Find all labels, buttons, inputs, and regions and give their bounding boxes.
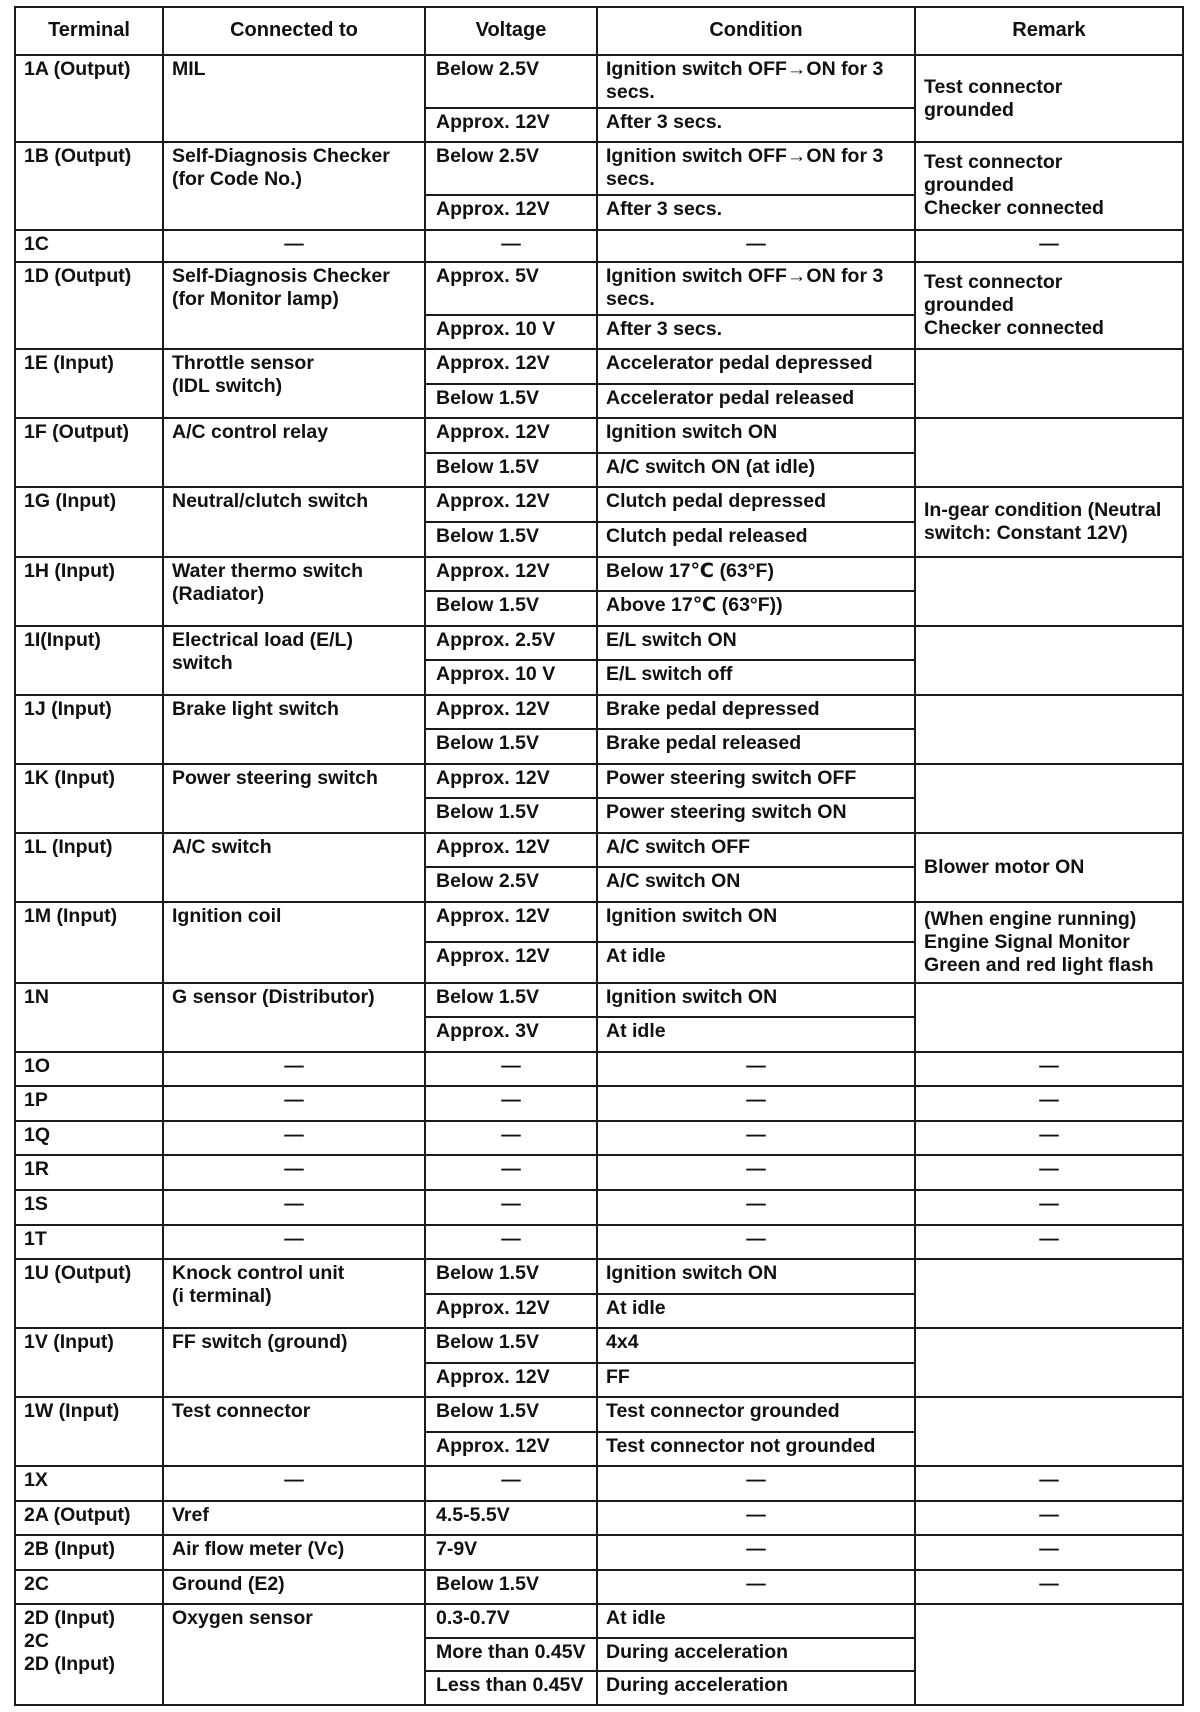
voltage-cell: Below 1.5V (425, 1570, 597, 1605)
table-row (15, 142, 1183, 195)
dash-cell: — (915, 1570, 1183, 1605)
terminal-cell: 2C (15, 1570, 163, 1605)
table-row (15, 983, 1183, 1018)
voltage-cell: 0.3-0.7V (425, 1604, 597, 1638)
dash-cell: — (915, 1225, 1183, 1260)
dash-cell: — (597, 1225, 915, 1260)
voltage-cell: Approx. 5V (425, 262, 597, 315)
terminal-cell: 1U (Output) (15, 1259, 163, 1328)
condition-cell: Below 17℃ (63°F) (597, 557, 915, 592)
terminal-cell: 1V (Input) (15, 1328, 163, 1397)
dash-cell: — (597, 230, 915, 262)
voltage-cell: Approx. 12V (425, 902, 597, 943)
condition-cell: Above 17℃ (63°F)) (597, 591, 915, 626)
remark-cell (915, 349, 1183, 418)
dash-cell: — (915, 1086, 1183, 1121)
voltage-cell: Approx. 2.5V (425, 626, 597, 661)
condition-cell: Test connector not grounded (597, 1432, 915, 1467)
condition-cell: During acceleration (597, 1638, 915, 1672)
dash-cell: — (597, 1052, 915, 1087)
condition-cell: At idle (597, 1017, 915, 1052)
header-connected-to: Connected to (163, 7, 425, 55)
voltage-cell: Approx. 12V (425, 833, 597, 868)
connected-cell: Water thermo switch (Radiator) (163, 557, 425, 626)
table-row (15, 626, 1183, 661)
terminal-cell: 1T (15, 1225, 163, 1260)
voltage-cell: Approx. 12V (425, 1294, 597, 1329)
condition-cell: At idle (597, 1604, 915, 1638)
voltage-cell: Approx. 12V (425, 1363, 597, 1398)
table-row (15, 1604, 1183, 1638)
voltage-cell: Below 1.5V (425, 729, 597, 764)
terminal-cell: 1L (Input) (15, 833, 163, 902)
voltage-cell: Approx. 12V (425, 942, 597, 983)
table-row (15, 1225, 1183, 1260)
remark-cell (915, 557, 1183, 626)
dash-cell: — (597, 1086, 915, 1121)
voltage-cell: 4.5-5.5V (425, 1501, 597, 1536)
voltage-cell: Below 1.5V (425, 591, 597, 626)
terminal-cell: 2D (Input) 2C 2D (Input) (15, 1604, 163, 1705)
voltage-cell: Approx. 10 V (425, 660, 597, 695)
terminal-cell: 1E (Input) (15, 349, 163, 418)
condition-cell: A/C switch OFF (597, 833, 915, 868)
terminal-cell: 1X (15, 1466, 163, 1501)
condition-cell: Clutch pedal depressed (597, 487, 915, 522)
condition-cell: Brake pedal released (597, 729, 915, 764)
dash-cell: — (915, 230, 1183, 262)
voltage-cell: Below 1.5V (425, 983, 597, 1018)
voltage-cell: Approx. 12V (425, 349, 597, 384)
condition-cell: Ignition switch ON (597, 902, 915, 943)
remark-cell (915, 764, 1183, 833)
table-row (15, 902, 1183, 943)
condition-cell: E/L switch off (597, 660, 915, 695)
table-row (15, 1501, 1183, 1536)
table-row (15, 557, 1183, 592)
dash-cell: — (915, 1155, 1183, 1190)
table-row (15, 1121, 1183, 1156)
condition-cell: Accelerator pedal depressed (597, 349, 915, 384)
voltage-cell: Below 1.5V (425, 798, 597, 833)
voltage-cell: Approx. 3V (425, 1017, 597, 1052)
dash-cell: — (163, 1466, 425, 1501)
table-row (15, 1570, 1183, 1605)
condition-cell: Test connector grounded (597, 1397, 915, 1432)
dash-cell: — (163, 1052, 425, 1087)
dash-cell: — (163, 1121, 425, 1156)
terminal-cell: 1R (15, 1155, 163, 1190)
voltage-cell: Approx. 12V (425, 418, 597, 453)
condition-cell: A/C switch ON (at idle) (597, 453, 915, 488)
connected-cell: Self-Diagnosis Checker (for Monitor lamp) (163, 262, 425, 349)
voltage-cell: Less than 0.45V (425, 1671, 597, 1705)
remark-cell (915, 1259, 1183, 1328)
connected-cell: Vref (163, 1501, 425, 1536)
table-row (15, 833, 1183, 868)
table-row (15, 1466, 1183, 1501)
connected-cell: Throttle sensor (IDL switch) (163, 349, 425, 418)
condition-cell: At idle (597, 942, 915, 983)
dash-cell: — (597, 1466, 915, 1501)
connected-cell: Electrical load (E/L) switch (163, 626, 425, 695)
remark-cell: Test connector grounded (915, 55, 1183, 142)
table-row (15, 695, 1183, 730)
terminal-cell: 1G (Input) (15, 487, 163, 556)
terminal-cell: 1H (Input) (15, 557, 163, 626)
voltage-cell: Approx. 12V (425, 195, 597, 230)
header-remark: Remark (915, 7, 1183, 55)
condition-cell: Ignition switch OFF→ON for 3 secs. (597, 55, 915, 108)
voltage-cell: Below 1.5V (425, 1259, 597, 1294)
voltage-cell: Below 1.5V (425, 384, 597, 419)
voltage-cell: Approx. 10 V (425, 315, 597, 350)
terminal-cell: 2A (Output) (15, 1501, 163, 1536)
header-terminal: Terminal (15, 7, 163, 55)
connected-cell: Neutral/clutch switch (163, 487, 425, 556)
terminal-cell: 1I(Input) (15, 626, 163, 695)
table-row (15, 418, 1183, 453)
condition-cell: After 3 secs. (597, 108, 915, 143)
terminal-cell: 1J (Input) (15, 695, 163, 764)
dash-cell: — (915, 1121, 1183, 1156)
table-row (15, 1155, 1183, 1190)
table-row (15, 1328, 1183, 1363)
remark-cell (915, 1397, 1183, 1466)
condition-cell: Accelerator pedal released (597, 384, 915, 419)
condition-cell: 4x4 (597, 1328, 915, 1363)
dash-cell: — (163, 1225, 425, 1260)
voltage-cell: Below 2.5V (425, 142, 597, 195)
connected-cell: Air flow meter (Vc) (163, 1535, 425, 1570)
header-voltage: Voltage (425, 7, 597, 55)
terminal-cell: 1P (15, 1086, 163, 1121)
dash-cell: — (597, 1501, 915, 1536)
condition-cell: During acceleration (597, 1671, 915, 1705)
terminal-cell: 1O (15, 1052, 163, 1087)
table-row (15, 764, 1183, 799)
voltage-cell: 7-9V (425, 1535, 597, 1570)
connected-cell: A/C switch (163, 833, 425, 902)
dash-cell: — (163, 1155, 425, 1190)
dash-cell: — (163, 1086, 425, 1121)
dash-cell: — (425, 1190, 597, 1225)
remark-cell (915, 418, 1183, 487)
connected-cell: Power steering switch (163, 764, 425, 833)
dash-cell: — (425, 1155, 597, 1190)
remark-cell: Test connector grounded Checker connected (915, 142, 1183, 229)
remark-cell: Blower motor ON (915, 833, 1183, 902)
dash-cell: — (163, 230, 425, 262)
dash-cell: — (425, 1466, 597, 1501)
connected-cell: Brake light switch (163, 695, 425, 764)
connected-cell: G sensor (Distributor) (163, 983, 425, 1052)
dash-cell: — (425, 1052, 597, 1087)
condition-cell: A/C switch ON (597, 867, 915, 902)
condition-cell: Ignition switch OFF→ON for 3 secs. (597, 142, 915, 195)
remark-cell (915, 695, 1183, 764)
dash-cell: — (915, 1501, 1183, 1536)
connected-cell: A/C control relay (163, 418, 425, 487)
header-condition: Condition (597, 7, 915, 55)
remark-cell: (When engine running) Engine Signal Monitor Green and red light flash (915, 902, 1183, 983)
terminal-cell: 1M (Input) (15, 902, 163, 983)
dash-cell: — (163, 1190, 425, 1225)
table-row (15, 1086, 1183, 1121)
connected-cell: Ground (E2) (163, 1570, 425, 1605)
connected-cell: Knock control unit (i terminal) (163, 1259, 425, 1328)
remark-cell (915, 1328, 1183, 1397)
voltage-cell: Approx. 12V (425, 764, 597, 799)
connected-cell: Ignition coil (163, 902, 425, 983)
voltage-cell: Approx. 12V (425, 557, 597, 592)
table-row (15, 262, 1183, 315)
dash-cell: — (597, 1190, 915, 1225)
dash-cell: — (425, 1086, 597, 1121)
voltage-cell: Approx. 12V (425, 487, 597, 522)
voltage-cell: Approx. 12V (425, 108, 597, 143)
voltage-cell: Below 1.5V (425, 453, 597, 488)
remark-cell (915, 983, 1183, 1052)
condition-cell: After 3 secs. (597, 195, 915, 230)
terminal-cell: 2B (Input) (15, 1535, 163, 1570)
voltage-cell: Below 2.5V (425, 55, 597, 108)
condition-cell: Power steering switch ON (597, 798, 915, 833)
connected-cell: Self-Diagnosis Checker (for Code No.) (163, 142, 425, 229)
terminal-voltage-sheet (14, 6, 1182, 1706)
table-row (15, 349, 1183, 384)
terminal-cell: 1W (Input) (15, 1397, 163, 1466)
condition-cell: FF (597, 1363, 915, 1398)
connected-cell: FF switch (ground) (163, 1328, 425, 1397)
terminal-cell: 1A (Output) (15, 55, 163, 142)
voltage-cell: Below 2.5V (425, 867, 597, 902)
dash-cell: — (597, 1570, 915, 1605)
terminal-voltage-table (14, 6, 1184, 1706)
voltage-cell: Approx. 12V (425, 695, 597, 730)
terminal-cell: 1D (Output) (15, 262, 163, 349)
connected-cell: Oxygen sensor (163, 1604, 425, 1705)
dash-cell: — (425, 1121, 597, 1156)
connected-cell: MIL (163, 55, 425, 142)
terminal-cell: 1F (Output) (15, 418, 163, 487)
terminal-cell: 1K (Input) (15, 764, 163, 833)
condition-cell: Brake pedal depressed (597, 695, 915, 730)
condition-cell: Ignition switch ON (597, 418, 915, 453)
terminal-cell: 1C (15, 230, 163, 262)
voltage-cell: Approx. 12V (425, 1432, 597, 1467)
condition-cell: E/L switch ON (597, 626, 915, 661)
dash-cell: — (597, 1121, 915, 1156)
dash-cell: — (915, 1466, 1183, 1501)
table-row (15, 1535, 1183, 1570)
terminal-cell: 1N (15, 983, 163, 1052)
condition-cell: Ignition switch OFF→ON for 3 secs. (597, 262, 915, 315)
dash-cell: — (597, 1155, 915, 1190)
remark-cell (915, 626, 1183, 695)
table-row (15, 230, 1183, 262)
condition-cell: After 3 secs. (597, 315, 915, 350)
voltage-cell: Below 1.5V (425, 1328, 597, 1363)
header-row (15, 7, 1183, 55)
condition-cell: Ignition switch ON (597, 983, 915, 1018)
condition-cell: Power steering switch OFF (597, 764, 915, 799)
table-row (15, 1052, 1183, 1087)
voltage-cell: Below 1.5V (425, 1397, 597, 1432)
table-row (15, 1397, 1183, 1432)
table-row (15, 1259, 1183, 1294)
connected-cell: Test connector (163, 1397, 425, 1466)
condition-cell: Ignition switch ON (597, 1259, 915, 1294)
remark-cell: Test connector grounded Checker connected (915, 262, 1183, 349)
table-row (15, 487, 1183, 522)
remark-cell (915, 1604, 1183, 1705)
table-row (15, 1190, 1183, 1225)
dash-cell: — (915, 1535, 1183, 1570)
voltage-cell: More than 0.45V (425, 1638, 597, 1672)
dash-cell: — (425, 1225, 597, 1260)
dash-cell: — (915, 1052, 1183, 1087)
remark-cell: In-gear condition (Neutral switch: Constant 12V) (915, 487, 1183, 556)
terminal-cell: 1Q (15, 1121, 163, 1156)
table-row (15, 55, 1183, 108)
dash-cell: — (425, 230, 597, 262)
dash-cell: — (597, 1535, 915, 1570)
condition-cell: At idle (597, 1294, 915, 1329)
terminal-cell: 1S (15, 1190, 163, 1225)
dash-cell: — (915, 1190, 1183, 1225)
terminal-cell: 1B (Output) (15, 142, 163, 229)
condition-cell: Clutch pedal released (597, 522, 915, 557)
voltage-cell: Below 1.5V (425, 522, 597, 557)
